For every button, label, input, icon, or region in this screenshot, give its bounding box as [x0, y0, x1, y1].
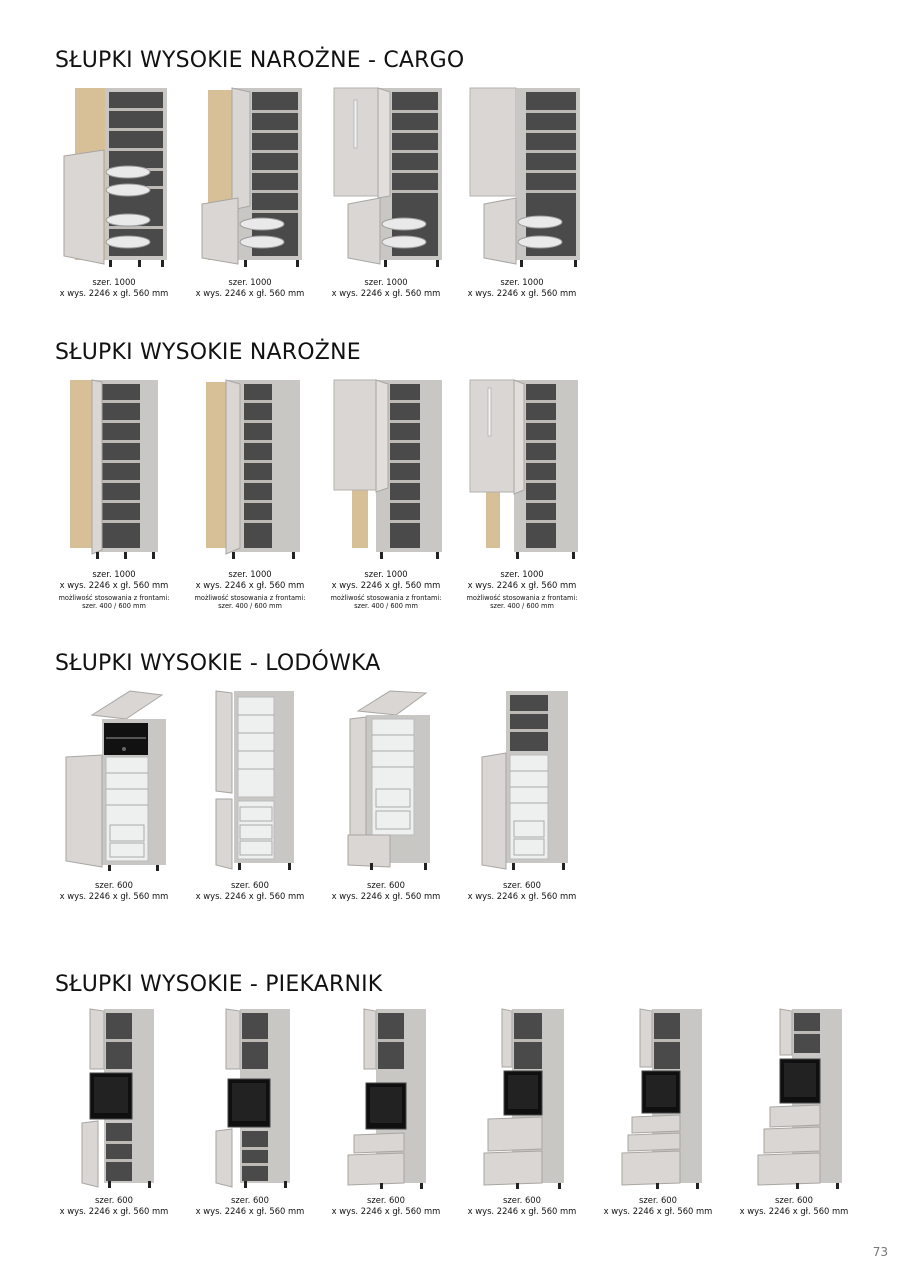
- dimension-height-depth: x wys. 2246 x gł. 560 mm: [195, 288, 305, 298]
- dimension-height-depth: x wys. 2246 x gł. 560 mm: [331, 580, 441, 590]
- fridge-cabinet-icon: [182, 689, 318, 874]
- dimension-width: szer. 600: [231, 880, 269, 890]
- corner-shelf-cabinet-icon: [454, 378, 590, 563]
- dimension-height-depth: x wys. 2246 x gł. 560 mm: [331, 891, 441, 901]
- dimension-height-depth: x wys. 2246 x gł. 560 mm: [603, 1206, 713, 1216]
- dimension-height-depth: x wys. 2246 x gł. 560 mm: [739, 1206, 849, 1216]
- dimension-height-depth: x wys. 2246 x gł. 560 mm: [331, 288, 441, 298]
- dimension-width: szer. 600: [95, 880, 133, 890]
- corner-cargo-cabinet-icon: [182, 86, 318, 271]
- oven-cabinet-icon: [454, 1007, 590, 1192]
- dimension-width: szer. 600: [367, 880, 405, 890]
- dimension-width: szer. 1000: [228, 277, 272, 287]
- front-compatibility-note: możliwość stosowania z frontami: szer. 400 / 600 mm: [466, 594, 578, 610]
- front-compatibility-note: możliwość stosowania z frontami: szer. 400 / 600 mm: [330, 594, 442, 610]
- oven-cabinet-icon: [318, 1007, 454, 1192]
- section-title-corner: SŁUPKI WYSOKIE NAROŻNE: [55, 340, 361, 365]
- dimension-height-depth: x wys. 2246 x gł. 560 mm: [195, 1206, 305, 1216]
- dimension-height-depth: x wys. 2246 x gł. 560 mm: [195, 580, 305, 590]
- page-number: 73: [872, 1245, 888, 1259]
- dimension-width: szer. 1000: [92, 277, 136, 287]
- dimension-height-depth: x wys. 2246 x gł. 560 mm: [59, 891, 169, 901]
- dimension-height-depth: x wys. 2246 x gł. 560 mm: [59, 1206, 169, 1216]
- dimension-width: szer. 600: [503, 1195, 541, 1205]
- dimension-width: szer. 1000: [228, 569, 272, 579]
- dimension-width: szer. 1000: [364, 277, 408, 287]
- dimension-height-depth: x wys. 2246 x gł. 560 mm: [59, 580, 169, 590]
- section-title-oven: SŁUPKI WYSOKIE - PIEKARNIK: [55, 972, 383, 997]
- dimension-width: szer. 1000: [364, 569, 408, 579]
- dimension-width: szer. 600: [775, 1195, 813, 1205]
- dimension-height-depth: x wys. 2246 x gł. 560 mm: [59, 288, 169, 298]
- corner-cargo-cabinet-icon: [46, 86, 182, 271]
- dimension-height-depth: x wys. 2246 x gł. 560 mm: [467, 891, 577, 901]
- oven-cabinet-icon: [182, 1007, 318, 1192]
- corner-cargo-cabinet-icon: [318, 86, 454, 271]
- dimension-height-depth: x wys. 2246 x gł. 560 mm: [195, 891, 305, 901]
- corner-shelf-cabinet-icon: [182, 378, 318, 563]
- dimension-width: szer. 600: [231, 1195, 269, 1205]
- dimension-width: szer. 1000: [92, 569, 136, 579]
- dimension-height-depth: x wys. 2246 x gł. 560 mm: [467, 1206, 577, 1216]
- dimension-width: szer. 600: [639, 1195, 677, 1205]
- dimension-height-depth: x wys. 2246 x gł. 560 mm: [467, 580, 577, 590]
- dimension-width: szer. 600: [367, 1195, 405, 1205]
- dimension-width: szer. 1000: [500, 569, 544, 579]
- corner-cargo-cabinet-icon: [454, 86, 590, 271]
- dimension-height-depth: x wys. 2246 x gł. 560 mm: [467, 288, 577, 298]
- corner-shelf-cabinet-icon: [318, 378, 454, 563]
- fridge-cabinet-icon: [318, 689, 454, 874]
- dimension-width: szer. 600: [503, 880, 541, 890]
- corner-shelf-cabinet-icon: [46, 378, 182, 563]
- dimension-width: szer. 1000: [500, 277, 544, 287]
- dimension-width: szer. 600: [95, 1195, 133, 1205]
- section-title-fridge: SŁUPKI WYSOKIE - LODÓWKA: [55, 651, 381, 676]
- front-compatibility-note: możliwość stosowania z frontami: szer. 400 / 600 mm: [58, 594, 170, 610]
- fridge-cabinet-icon: [454, 689, 590, 874]
- fridge-cabinet-icon: [46, 689, 182, 874]
- front-compatibility-note: możliwość stosowania z frontami: szer. 400 / 600 mm: [194, 594, 306, 610]
- oven-cabinet-icon: [726, 1007, 862, 1192]
- section-title-corner-cargo: SŁUPKI WYSOKIE NAROŻNE - CARGO: [55, 48, 465, 73]
- oven-cabinet-icon: [46, 1007, 182, 1192]
- dimension-height-depth: x wys. 2246 x gł. 560 mm: [331, 1206, 441, 1216]
- oven-cabinet-icon: [590, 1007, 726, 1192]
